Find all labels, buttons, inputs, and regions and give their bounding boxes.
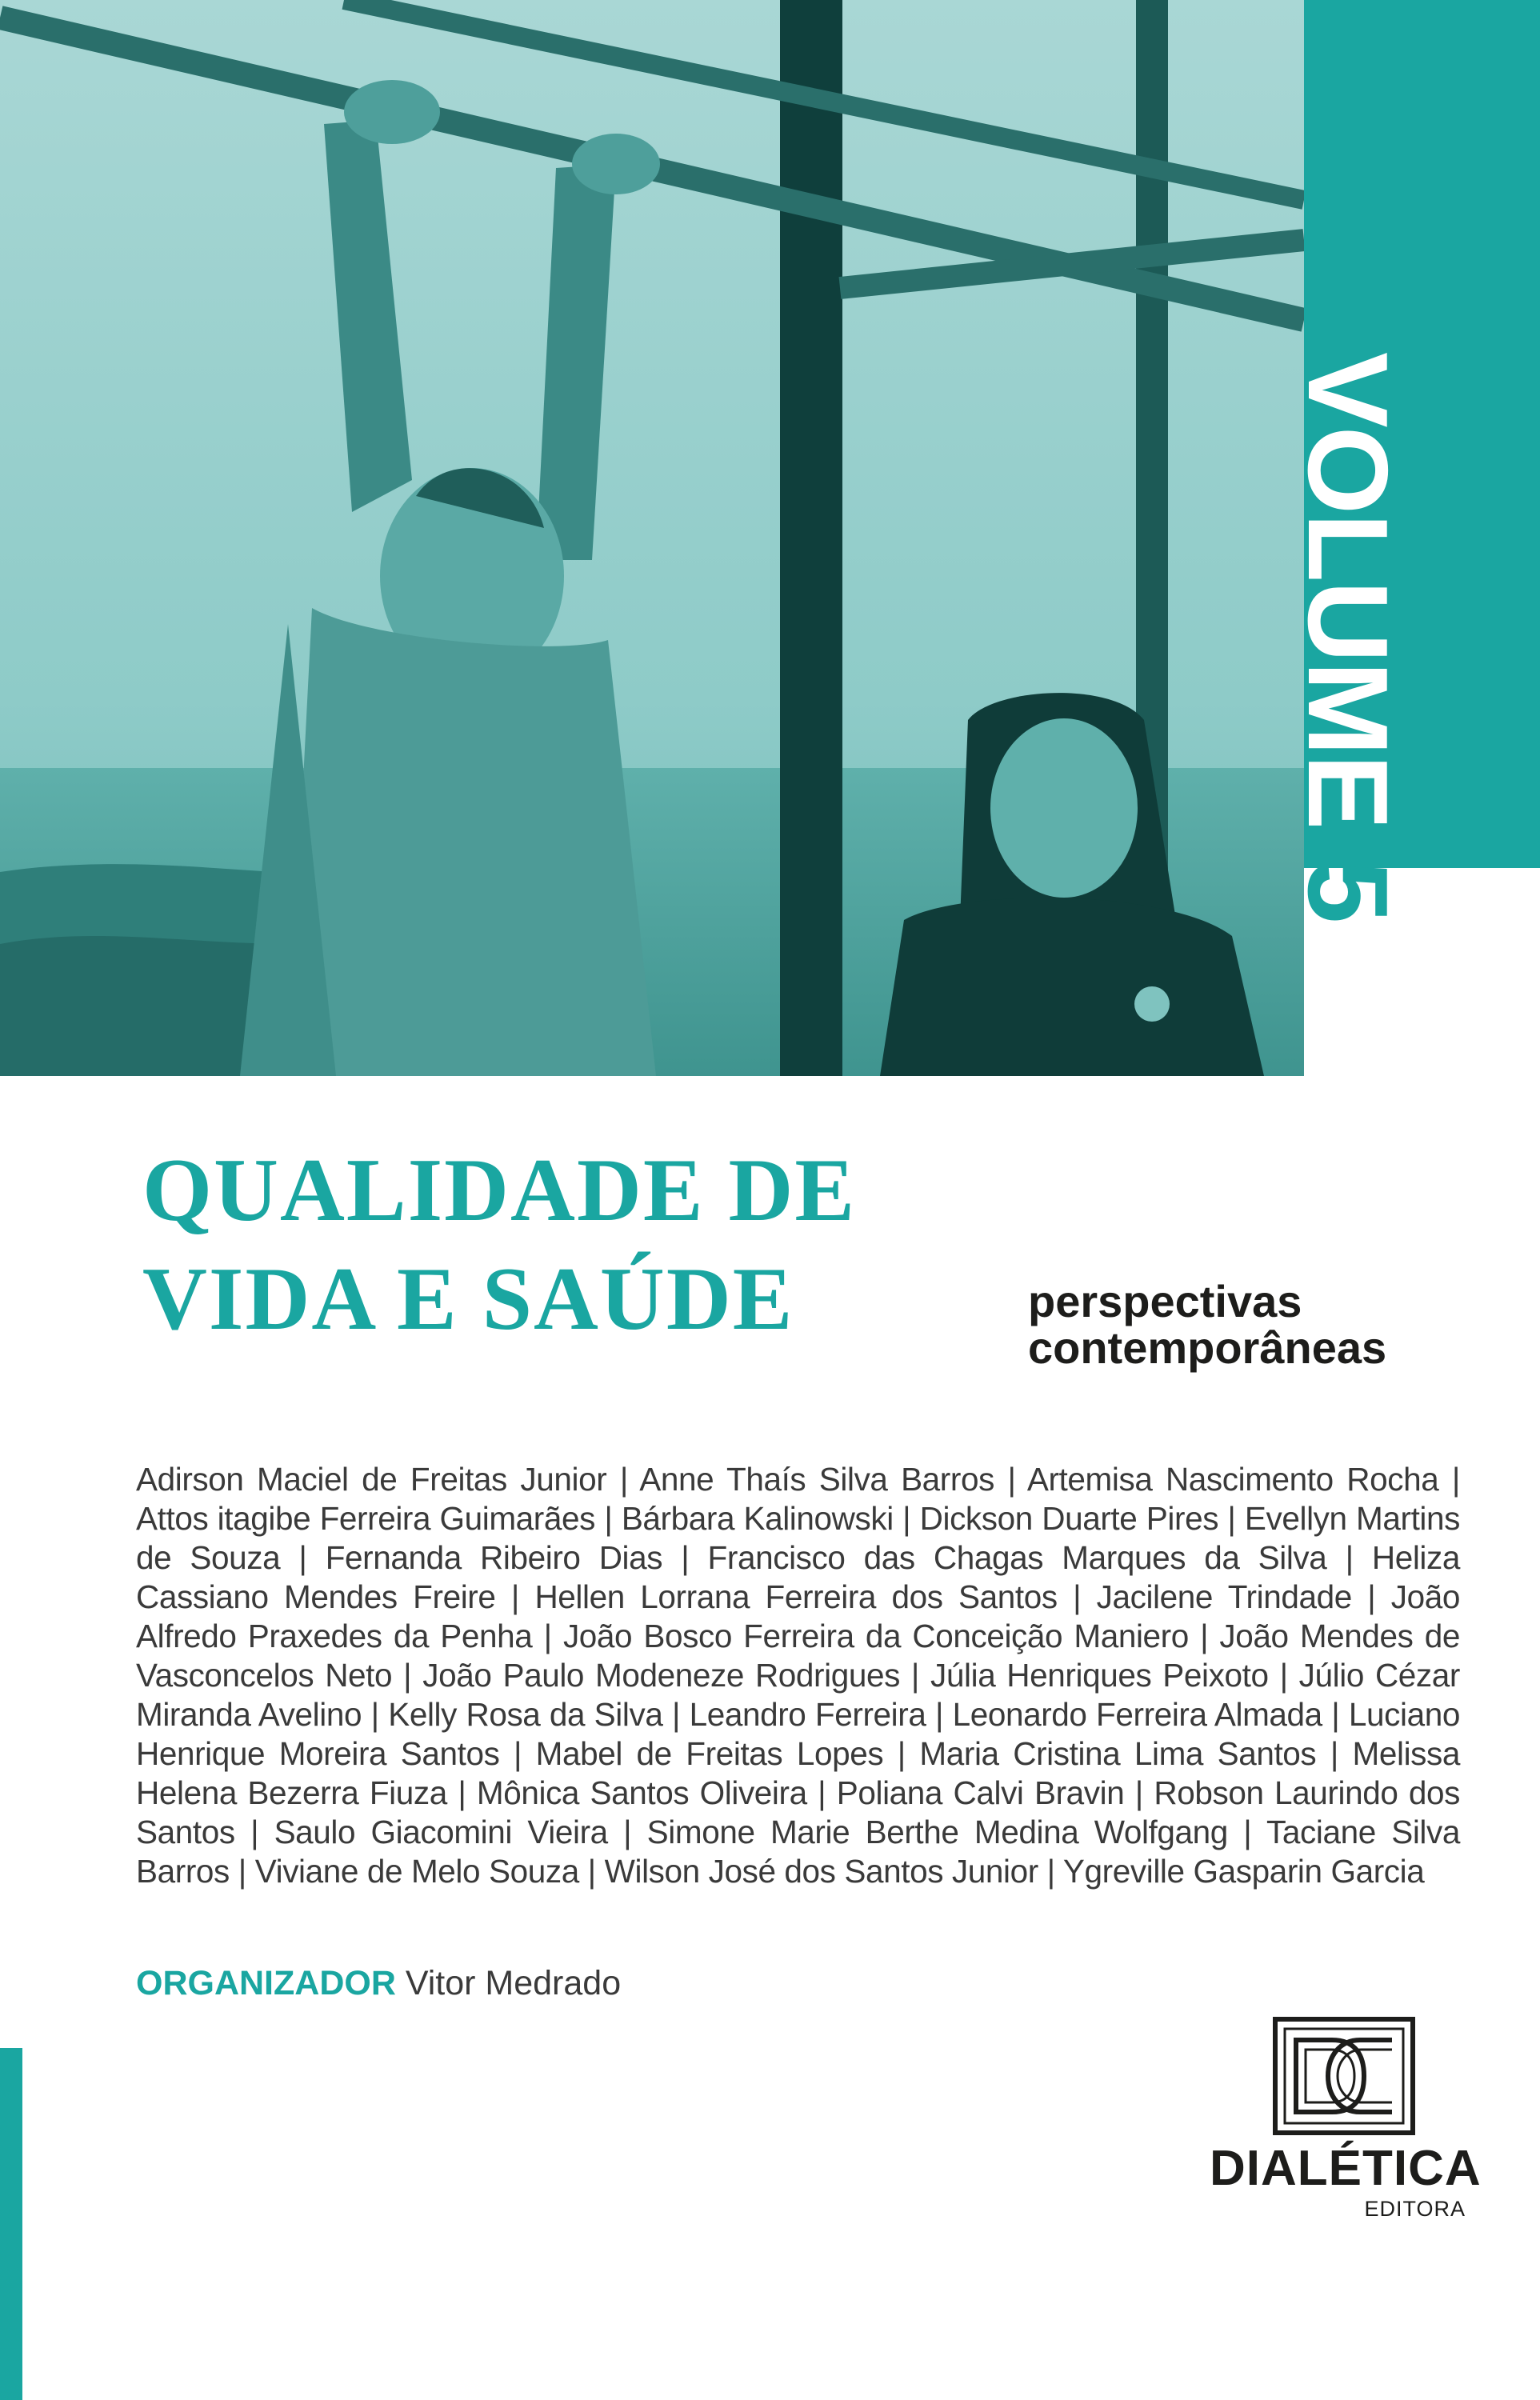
cover-photo-illustration — [0, 0, 1304, 1076]
authors-list: Adirson Maciel de Freitas Junior | Anne Thaís Silva Barros | Artemisa Nascimento Rocha | Attos itagibe Ferreira Guimarães | Bárbara Kalinowski | Dickson Duarte Pires | Evellyn Martins de Souza | Fernanda Ribeiro Dias | Francisco das Chagas Marques da Silva | Heliza Cassiano Mendes Freire | Hellen Lorrana Ferreira dos Santos | Jacilene Trindade | João Alfredo Praxedes da Penha | João Bosco Ferreira da Conceição Maniero | João Mendes de Vasconcelos Neto | João Paulo Modeneze Rodrigues | Júlia Henriques Peixoto | Júlio Cézar Miranda Avelino | Kelly Rosa da Silva | Leandro Ferreira | Leonardo Ferreira Almada | Luciano Henrique Moreira Santos | Mabel de Freitas Lopes | Maria Cristina Lima Santos | Melissa Helena Bezerra Fiuza | Mônica Santos Oliveira | Poliana Calvi Bravin | Robson Laurindo dos Santos | Saulo Giacomini Vieira | Simone Marie Berthe Medina Wolfgang | Taciane Silva Barros | Viviane de Melo Souza | Wilson José dos Santos Junior | Ygreville Gasparin Garcia — [136, 1461, 1460, 1890]
book-subtitle-line-1: perspectivas — [1028, 1276, 1302, 1326]
book-subtitle-line-2: contemporâneas — [1028, 1322, 1387, 1373]
publisher-sub: EDITORA — [1364, 2197, 1466, 2221]
cover-photo — [0, 0, 1304, 1076]
organizer-label: ORGANIZADOR — [136, 1964, 396, 2002]
organizer-name: Vitor Medrado — [405, 1964, 622, 2002]
book-title-line-1: QUALIDADE DE — [142, 1141, 857, 1240]
publisher-name: DIALÉTICA — [1210, 2141, 1482, 2196]
volume-number: 5 — [1284, 860, 1411, 922]
publisher-logo-mark — [1272, 2016, 1416, 2140]
volume-word: VOLUME — [1284, 352, 1411, 829]
book-subtitle — [1028, 1278, 1386, 1371]
volume-label-vertical — [1284, 352, 1411, 922]
left-accent-bar — [0, 2048, 22, 2400]
dialetica-logo-icon — [1272, 2016, 1416, 2136]
book-title — [142, 1136, 856, 1354]
organizer-line — [136, 1964, 621, 2003]
book-title-line-2: VIDA E SAÚDE — [142, 1250, 794, 1349]
